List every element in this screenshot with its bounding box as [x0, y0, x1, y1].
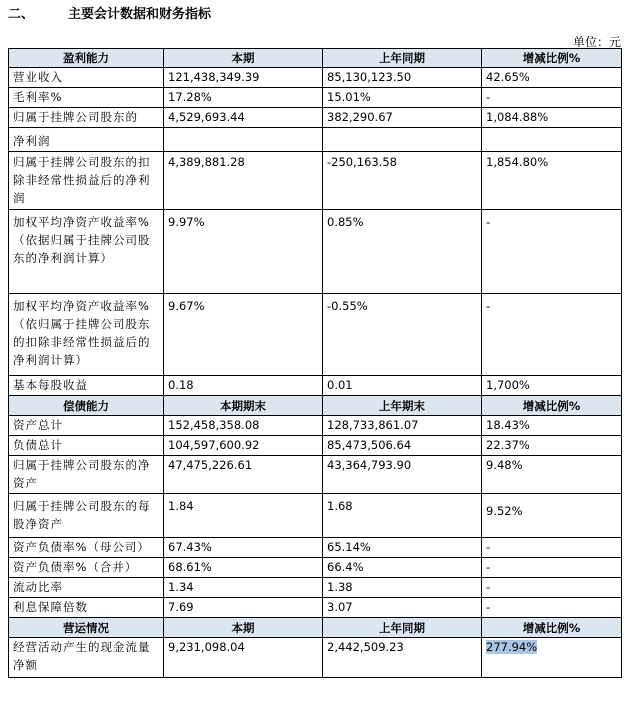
- header-cell: 增减比例%: [482, 49, 622, 68]
- row-label: 资产负债率%（母公司）: [9, 538, 164, 558]
- table-row: [9, 578, 622, 598]
- unit-label: 单位：元: [572, 35, 621, 49]
- header-cell: 上年同期: [323, 618, 482, 638]
- current-value: 121,438,349.39: [164, 68, 323, 88]
- prior-value: 85,473,506.64: [323, 436, 482, 456]
- header-cell: 盈利能力: [9, 49, 164, 68]
- table-row: [9, 210, 622, 294]
- current-value: 9.67%: [164, 294, 323, 376]
- current-value: 0.18: [164, 376, 323, 396]
- change-value: -: [482, 558, 622, 578]
- prior-value: 65.14%: [323, 538, 482, 558]
- header-cell: 上年同期: [323, 49, 482, 68]
- current-value: 1.84: [164, 494, 323, 538]
- change-value: [482, 638, 622, 678]
- change-value: 1,084.88%: [482, 108, 622, 128]
- current-value: 1.34: [164, 578, 323, 598]
- row-label: 毛利率%: [9, 88, 164, 108]
- change-value: 18.43%: [482, 416, 622, 436]
- current-value: 152,458,358.08: [164, 416, 323, 436]
- table-row: [9, 376, 622, 396]
- header-cell: 本期: [164, 49, 323, 68]
- current-value: 9.97%: [164, 210, 323, 294]
- prior-value: 2,442,509.23: [323, 638, 482, 678]
- current-value: 104,597,600.92: [164, 436, 323, 456]
- current-value: 47,475,226.61: [164, 456, 323, 494]
- row-label: 营业收入: [9, 68, 164, 88]
- prior-value: 1.68: [323, 494, 482, 538]
- current-value: 68.61%: [164, 558, 323, 578]
- change-value: -: [482, 88, 622, 108]
- row-label: 基本每股收益: [9, 376, 164, 396]
- row-label: 经营活动产生的现金流量净额: [9, 638, 164, 678]
- prior-value: 43,364,793.90: [323, 456, 482, 494]
- change-value: 1,700%: [482, 376, 622, 396]
- current-value: 7.69: [164, 598, 323, 618]
- row-label: 资产总计: [9, 416, 164, 436]
- table-row: [9, 558, 622, 578]
- table-header-row: [9, 49, 622, 68]
- prior-value: 3.07: [323, 598, 482, 618]
- table-row: [9, 494, 622, 538]
- table-header-row: [9, 396, 622, 416]
- prior-value: 382,290.67: [323, 108, 482, 128]
- header-cell: 偿债能力: [9, 396, 164, 416]
- header-cell: 本期期末: [164, 396, 323, 416]
- change-value: -: [482, 578, 622, 598]
- current-value: 67.43%: [164, 538, 323, 558]
- change-value: [482, 128, 622, 152]
- current-value: 17.28%: [164, 88, 323, 108]
- table-row: [9, 128, 622, 152]
- prior-value: 66.4%: [323, 558, 482, 578]
- table-row: [9, 456, 622, 494]
- highlighted-change-value: 277.94%: [486, 640, 538, 654]
- section-number: 二、: [8, 7, 35, 22]
- header-cell: 营运情况: [9, 618, 164, 638]
- change-value: -: [482, 210, 622, 294]
- table-row: [9, 638, 622, 678]
- row-label: 归属于挂牌公司股东的净资产: [9, 456, 164, 494]
- header-cell: 上年期末: [323, 396, 482, 416]
- prior-value: 128,733,861.07: [323, 416, 482, 436]
- row-label: 净利润: [9, 128, 164, 152]
- header-cell: 增减比例%: [482, 396, 622, 416]
- prior-value: -250,163.58: [323, 152, 482, 210]
- table-row: [9, 68, 622, 88]
- current-value: 4,389,881.28: [164, 152, 323, 210]
- prior-value: 15.01%: [323, 88, 482, 108]
- row-label: 资产负债率%（合并）: [9, 558, 164, 578]
- table-row: [9, 598, 622, 618]
- table-row: [9, 538, 622, 558]
- prior-value: 0.01: [323, 376, 482, 396]
- row-label: 归属于挂牌公司股东的扣除非经常性损益后的净利润: [9, 152, 164, 210]
- change-value: 9.52%: [482, 494, 622, 538]
- table-row: [9, 416, 622, 436]
- table-row: [9, 108, 622, 128]
- table-row: [9, 294, 622, 376]
- change-value: 42.65%: [482, 68, 622, 88]
- current-value: 9,231,098.04: [164, 638, 323, 678]
- current-value: 4,529,693.44: [164, 108, 323, 128]
- section-heading: [8, 3, 211, 22]
- prior-value: 0.85%: [323, 210, 482, 294]
- table-header-row: [9, 618, 622, 638]
- table-row: [9, 88, 622, 108]
- row-label: 归属于挂牌公司股东的: [9, 108, 164, 128]
- table-row: [9, 436, 622, 456]
- row-label: 利息保障倍数: [9, 598, 164, 618]
- change-value: -: [482, 538, 622, 558]
- section-title: 主要会计数据和财务指标: [68, 7, 212, 22]
- header-cell: 本期: [164, 618, 323, 638]
- row-label: 归属于挂牌公司股东的每股净资产: [9, 494, 164, 538]
- row-label: 加权平均净资产收益率%（依归属于挂牌公司股东的扣除非经常性损益后的净利润计算）: [9, 294, 164, 376]
- prior-value: -0.55%: [323, 294, 482, 376]
- row-label: 流动比率: [9, 578, 164, 598]
- change-value: 1,854.80%: [482, 152, 622, 210]
- change-value: 9.48%: [482, 456, 622, 494]
- table-row: [9, 152, 622, 210]
- financial-indicators-table: [8, 48, 622, 678]
- row-label: 负债总计: [9, 436, 164, 456]
- change-value: -: [482, 598, 622, 618]
- prior-value: 85,130,123.50: [323, 68, 482, 88]
- change-value: -: [482, 294, 622, 376]
- prior-value: [323, 128, 482, 152]
- row-label: 加权平均净资产收益率%（依据归属于挂牌公司股东的净利润计算）: [9, 210, 164, 294]
- current-value: [164, 128, 323, 152]
- change-value: 22.37%: [482, 436, 622, 456]
- header-cell: 增减比例%: [482, 618, 622, 638]
- prior-value: 1.38: [323, 578, 482, 598]
